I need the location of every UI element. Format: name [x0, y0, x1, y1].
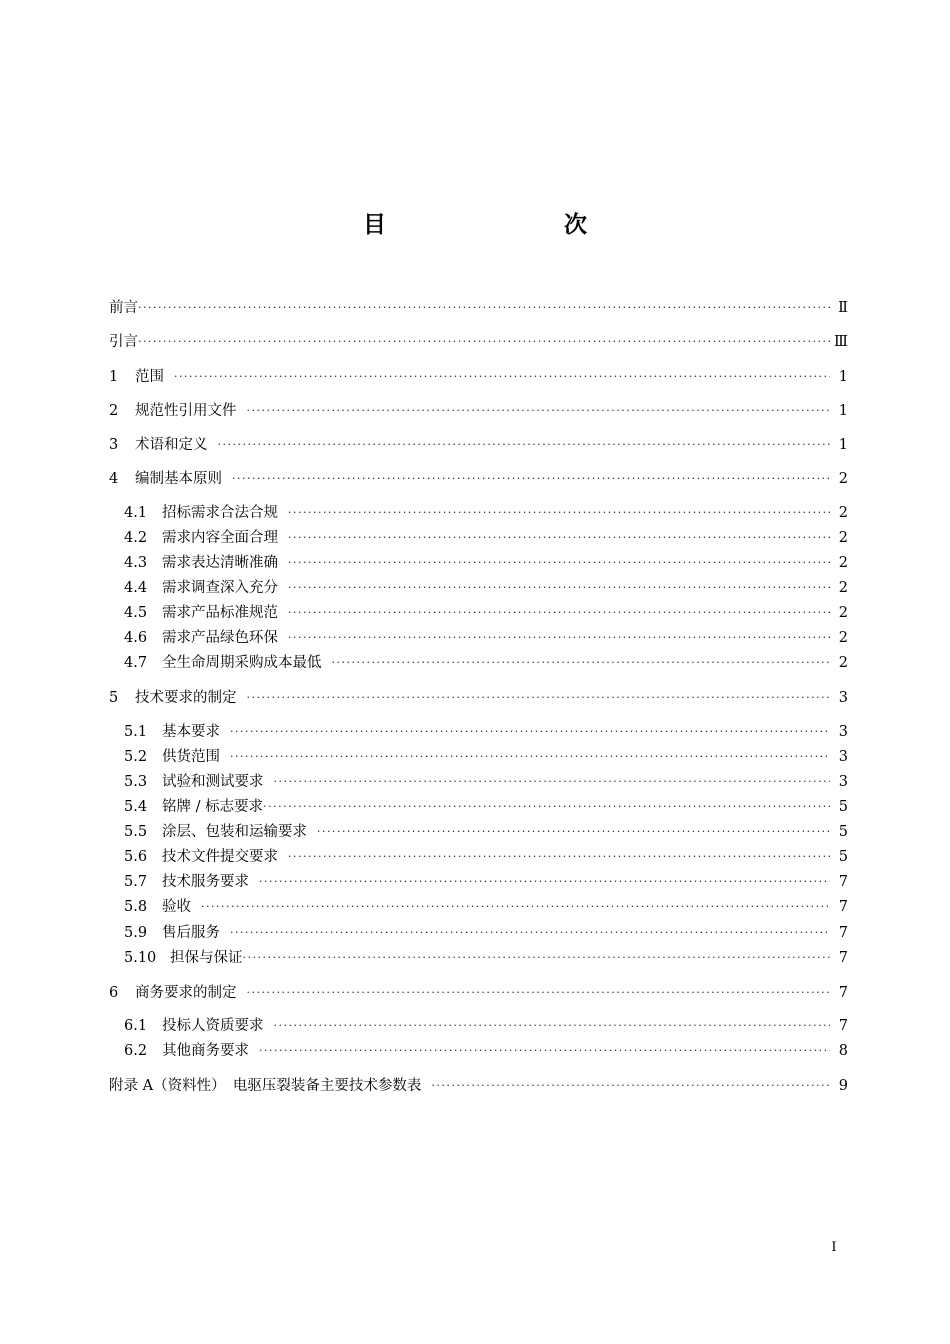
toc-entry-page: 1 — [838, 403, 848, 419]
toc-entry-5-4[interactable] — [124, 796, 848, 818]
leader-dots — [243, 949, 831, 967]
leader-dots — [247, 984, 831, 1002]
toc-entry-number: 2 — [109, 403, 119, 419]
toc-entry-label: 附录 A（资料性） 电驱压裂装备主要技术参数表 — [109, 1078, 422, 1094]
leader-dots — [274, 1017, 831, 1035]
toc-entry-number: 5.4 — [124, 799, 148, 815]
leader-dots — [247, 689, 831, 707]
toc-entry-label: 全生命周期采购成本最低 — [162, 655, 322, 671]
toc-entry-5-3[interactable] — [124, 771, 848, 793]
toc-entry-4-6[interactable] — [124, 627, 848, 649]
toc-entry-number: 3 — [109, 437, 119, 453]
toc-entry-label: 涂层、包装和运输要求 — [162, 824, 307, 840]
leader-dots — [288, 529, 830, 547]
toc-entry-number: 4.7 — [124, 655, 148, 671]
toc-entry-label: 招标需求合法合规 — [162, 505, 278, 521]
toc-entry-introduction[interactable] — [109, 331, 848, 353]
leader-dots — [259, 1042, 830, 1060]
toc-entry-5-8[interactable] — [124, 896, 848, 918]
toc-entry-label: 技术文件提交要求 — [162, 849, 278, 865]
toc-entry-number: 4.5 — [124, 605, 148, 621]
toc-entry-label: 引言 — [109, 334, 138, 350]
toc-entry-page: 9 — [838, 1078, 848, 1094]
toc-entry-page: 7 — [838, 1018, 848, 1034]
toc-entry-page: 7 — [838, 985, 848, 1001]
toc-entry-page: 2 — [838, 471, 848, 487]
toc-entry-number: 6.1 — [124, 1018, 148, 1034]
toc-entry-page: 2 — [838, 530, 848, 546]
toc-entry-foreword[interactable] — [109, 297, 848, 319]
leader-dots — [174, 368, 830, 386]
leader-dots — [259, 873, 830, 891]
toc-entry-number: 5.2 — [124, 749, 148, 765]
toc-entry-page: Ⅱ — [838, 300, 848, 316]
toc-entry-page: 3 — [838, 749, 848, 765]
toc-entry-label: 需求产品绿色环保 — [162, 630, 278, 646]
toc-entry-label: 投标人资质要求 — [162, 1018, 264, 1034]
toc-entry-page: 7 — [838, 899, 848, 915]
toc-entry-page: 1 — [838, 437, 848, 453]
leader-dots — [138, 299, 830, 317]
toc-entry-label: 售后服务 — [162, 925, 220, 941]
toc-entry-page: 7 — [838, 950, 848, 966]
toc-entry-page: 5 — [838, 849, 848, 865]
toc-entry-5-10[interactable] — [124, 947, 848, 969]
toc-entry-page: 5 — [838, 824, 848, 840]
toc-entry-page: 2 — [838, 555, 848, 571]
toc-entry-page: Ⅲ — [834, 334, 848, 350]
toc-entry-6-1[interactable] — [124, 1015, 848, 1037]
toc-entry-label: 验收 — [162, 899, 191, 915]
toc-entry-5-7[interactable] — [124, 871, 848, 893]
toc-entry-label: 技术服务要求 — [162, 874, 249, 890]
toc-entry-number: 5.5 — [124, 824, 148, 840]
leader-dots — [288, 579, 830, 597]
toc-entry-label: 需求调查深入充分 — [162, 580, 278, 596]
toc-entry-5-2[interactable] — [124, 746, 848, 768]
toc-entry-number: 1 — [109, 369, 119, 385]
toc-entry-number: 4 — [109, 471, 119, 487]
toc-entry-5-6[interactable] — [124, 846, 848, 868]
toc-entry-page: 7 — [838, 925, 848, 941]
leader-dots — [230, 748, 830, 766]
toc-entry-number: 4.2 — [124, 530, 148, 546]
page-title: 目 次 — [363, 212, 631, 238]
leader-dots — [288, 629, 830, 647]
toc-entry-label: 其他商务要求 — [162, 1043, 249, 1059]
toc-entry-label: 规范性引用文件 — [135, 403, 237, 419]
toc-entry-label: 编制基本原则 — [135, 471, 222, 487]
toc-entry-6[interactable] — [109, 982, 848, 1004]
toc-entry-number: 5.10 — [124, 950, 157, 966]
toc-entry-label: 商务要求的制定 — [135, 985, 237, 1001]
toc-entry-6-2[interactable] — [124, 1040, 848, 1062]
toc-entry-number: 4.1 — [124, 505, 148, 521]
toc-entry-page: 5 — [838, 799, 848, 815]
toc-entry-5-9[interactable] — [124, 922, 848, 944]
toc-entry-label: 基本要求 — [162, 724, 220, 740]
toc-entry-number: 4.3 — [124, 555, 148, 571]
toc-entry-4-2[interactable] — [124, 527, 848, 549]
toc-entry-label: 试验和测试要求 — [162, 774, 264, 790]
toc-entry-number: 5 — [109, 690, 119, 706]
toc-entry-page: 2 — [838, 580, 848, 596]
leader-dots — [274, 773, 831, 791]
toc-entry-label: 铭牌 / 标志要求 — [162, 799, 264, 815]
toc-entry-number: 6.2 — [124, 1043, 148, 1059]
leader-dots — [263, 798, 830, 816]
leader-dots — [332, 654, 831, 672]
toc-entry-number: 5.8 — [124, 899, 148, 915]
leader-dots — [288, 848, 830, 866]
toc-entry-label: 前言 — [109, 300, 138, 316]
toc-entry-page: 3 — [838, 690, 848, 706]
toc-entry-page: 2 — [838, 605, 848, 621]
toc-entry-number: 5.3 — [124, 774, 148, 790]
toc-entry-number: 5.9 — [124, 925, 148, 941]
leader-dots — [230, 924, 830, 942]
toc-entry-4-1[interactable] — [124, 502, 848, 524]
leader-dots — [288, 604, 830, 622]
leader-dots — [201, 898, 830, 916]
toc-entry-4-7[interactable] — [124, 652, 848, 674]
toc-entry-label: 范围 — [135, 369, 164, 385]
toc-entry-page: 1 — [838, 369, 848, 385]
toc-entry-2[interactable] — [109, 400, 848, 422]
leader-dots — [247, 402, 831, 420]
toc-entry-label: 术语和定义 — [135, 437, 208, 453]
toc-entry-label: 需求产品标准规范 — [162, 605, 278, 621]
toc-entry-label: 担保与保证 — [170, 950, 243, 966]
toc-entry-1[interactable] — [109, 366, 848, 388]
toc-entry-label: 供货范围 — [162, 749, 220, 765]
toc-entry-appendix-a[interactable] — [109, 1075, 848, 1097]
toc-entry-page: 3 — [838, 724, 848, 740]
leader-dots — [431, 1077, 830, 1095]
toc-entry-number: 5.7 — [124, 874, 148, 890]
leader-dots — [230, 723, 830, 741]
toc-entry-4-4[interactable] — [124, 577, 848, 599]
leader-dots — [218, 436, 831, 454]
toc-entry-5[interactable] — [109, 687, 848, 709]
toc-entry-number: 5.6 — [124, 849, 148, 865]
leader-dots — [232, 470, 830, 488]
toc-entry-5-1[interactable] — [124, 721, 848, 743]
toc-entry-page: 7 — [838, 874, 848, 890]
toc-entry-page: 2 — [838, 505, 848, 521]
toc-entry-number: 6 — [109, 985, 119, 1001]
toc-entry-page: 8 — [838, 1043, 848, 1059]
page-number: I — [831, 1240, 837, 1255]
toc-entry-number: 4.6 — [124, 630, 148, 646]
toc-entry-page: 3 — [838, 774, 848, 790]
toc-entry-4-5[interactable] — [124, 602, 848, 624]
toc-entry-3[interactable] — [109, 434, 848, 456]
leader-dots — [288, 504, 830, 522]
toc-entry-number: 4.4 — [124, 580, 148, 596]
toc-entry-label: 需求内容全面合理 — [162, 530, 278, 546]
toc-entry-page: 2 — [838, 630, 848, 646]
toc-entry-number: 5.1 — [124, 724, 148, 740]
leader-dots — [138, 333, 830, 351]
toc-entry-4[interactable] — [109, 468, 848, 490]
toc-entry-4-3[interactable] — [124, 552, 848, 574]
toc-entry-label: 需求表达清晰准确 — [162, 555, 278, 571]
toc-entry-5-5[interactable] — [124, 821, 848, 843]
leader-dots — [288, 554, 830, 572]
toc-entry-page: 2 — [838, 655, 848, 671]
toc-entry-label: 技术要求的制定 — [135, 690, 237, 706]
leader-dots — [317, 823, 830, 841]
